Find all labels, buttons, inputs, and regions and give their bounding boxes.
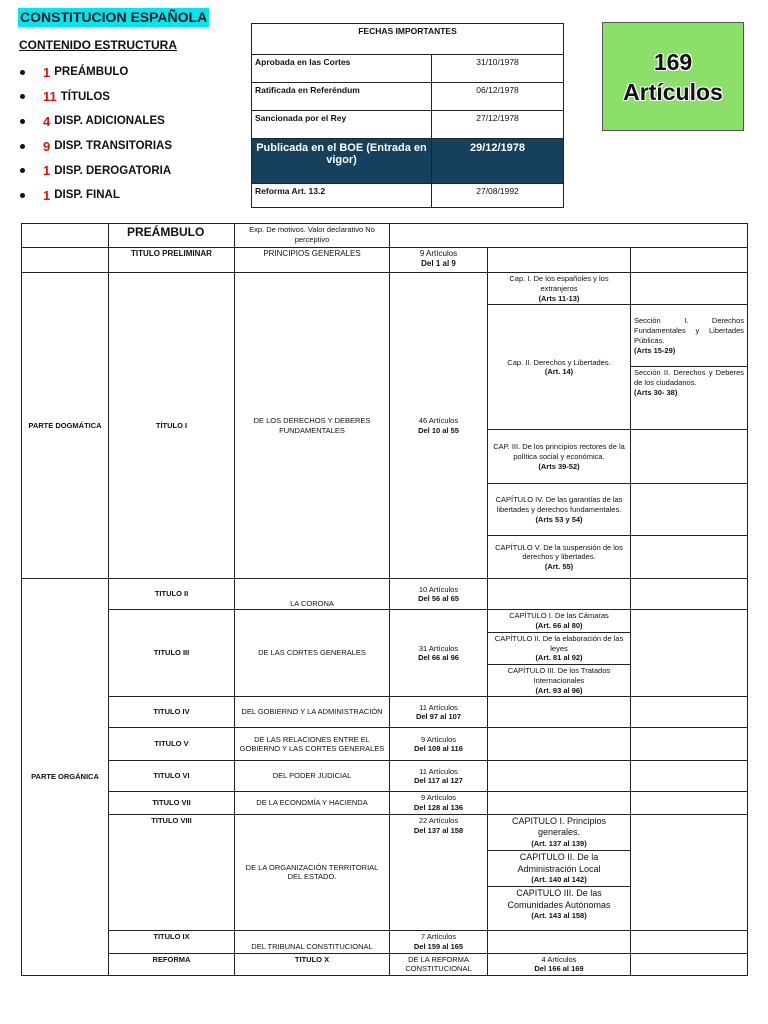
table-row xyxy=(22,761,748,792)
date-value: 27/12/1978 xyxy=(432,111,564,139)
bullet-icon xyxy=(20,193,25,198)
parte-dogmatica-label: PARTE DOGMÁTICA xyxy=(22,273,109,579)
capitulo-cell: CAPÍTULO II. De la elaboración de las leyes (Art. 81 al 92) xyxy=(488,632,631,664)
dates-table xyxy=(251,23,564,208)
articles-count-box xyxy=(602,22,744,131)
date-value: 06/12/1978 xyxy=(432,83,564,111)
titulo-desc: DE LA REFORMA CONSTITUCIONAL xyxy=(390,953,488,976)
titulo-name: TITULO VIII xyxy=(109,814,235,930)
titulo-articles: 9 Artículos Del 108 al 116 xyxy=(390,728,488,761)
seccion-cell: Sección II. Derechos y Deberes de los ciudadanos. (Arts 30- 38) xyxy=(631,367,748,430)
titulo-articles: 9 Artículos Del 128 al 136 xyxy=(390,792,488,815)
titulo-articles: 46 Artículos Del 10 al 55 xyxy=(390,273,488,579)
structure-table xyxy=(21,223,748,976)
bullet-icon xyxy=(20,168,25,173)
table-row xyxy=(22,579,748,610)
item-count: 9 xyxy=(43,138,51,154)
titulo-articles: 11 Artículos Del 117 al 127 xyxy=(390,761,488,792)
table-row xyxy=(22,931,748,954)
table-row xyxy=(252,184,564,208)
date-label: Aprobada en las Cortes xyxy=(252,55,432,83)
date-value: 31/10/1978 xyxy=(432,55,564,83)
capitulo-cell: CAPÍTULO III. De los Tratados Internacionales (Art. 93 al 96) xyxy=(488,665,631,697)
structure-subtitle: CONTENIDO ESTRUCTURA xyxy=(19,38,177,52)
table-row xyxy=(252,55,564,83)
list-item xyxy=(18,134,172,159)
bullet-icon xyxy=(20,119,25,124)
table-row xyxy=(22,224,748,248)
seccion-cell: Sección I. Derechos Fundamentales y Libertades Públicas. (Arts 15-29) xyxy=(631,305,748,367)
capitulo-cell: Cap. II. Derechos y Libertades. (Art. 14) xyxy=(488,305,631,430)
capitulo-cell: CAPÍTULO V. De la suspensión de los derechos y libertades. (Art. 55) xyxy=(488,536,631,579)
titulo-articles: 11 Artículos Del 97 al 107 xyxy=(390,697,488,728)
item-label: DISP. FINAL xyxy=(54,189,120,202)
table-row xyxy=(22,953,748,976)
table-row-highlight xyxy=(252,139,564,184)
bullet-icon xyxy=(20,94,25,99)
date-label: Reforma Art. 13.2 xyxy=(252,184,432,208)
titulo-name: TITULO III xyxy=(109,610,235,697)
titulo-name: TITULO X xyxy=(235,953,390,976)
titulo-articles: 31 Artículos Del 66 al 96 xyxy=(390,610,488,697)
item-count: 1 xyxy=(43,187,51,203)
titulo-name: TITULO II xyxy=(109,579,235,610)
titulo-name: TITULO IX xyxy=(109,931,235,954)
titulo-desc: DE LA ECONOMÍA Y HACIENDA xyxy=(235,792,390,815)
table-row xyxy=(22,273,748,305)
item-count: 1 xyxy=(43,163,51,179)
capitulo-cell: CAPITULO III. De las Comunidades Autónomas (Art. 143 al 158) xyxy=(488,887,631,931)
date-label: Ratificada en Referéndum xyxy=(252,83,432,111)
titulo-articles: 10 Artículos Del 56 al 65 xyxy=(390,579,488,610)
item-label: DISP. TRANSITORIAS xyxy=(54,140,173,153)
titulo-desc: DEL GOBIERNO Y LA ADMINISTRACIÓN xyxy=(235,697,390,728)
titulo-articles: 4 Artículos Del 166 al 169 xyxy=(488,953,631,976)
item-label: TÍTULOS xyxy=(60,90,110,103)
document-title: CONSTITUCION ESPAÑOLA xyxy=(20,9,208,25)
date-value: 27/08/1992 xyxy=(432,184,564,208)
table-row xyxy=(22,728,748,761)
list-item xyxy=(18,85,172,110)
titulo-name: TITULO VII xyxy=(109,792,235,815)
structure-list xyxy=(18,60,172,208)
articles-number: 169 xyxy=(653,48,693,75)
parte-organica-label: PARTE ORGÁNICA xyxy=(22,579,109,976)
list-item xyxy=(18,60,172,85)
titulo-desc: DEL TRIBUNAL CONSTITUCIONAL xyxy=(235,931,390,954)
item-label: DISP. ADICIONALES xyxy=(54,115,165,128)
capitulo-cell: CAPITULO II. De la Administración Local (Art. 140 al 142) xyxy=(488,850,631,886)
table-row xyxy=(22,814,748,850)
date-value: 29/12/1978 xyxy=(432,139,564,184)
titulo-desc: DEL PODER JUDICIAL xyxy=(235,761,390,792)
bullet-icon xyxy=(20,70,25,75)
list-item xyxy=(18,183,172,208)
titulo-name: TITULO VI xyxy=(109,761,235,792)
titulo-name: TÍTULO I xyxy=(109,273,235,579)
bullet-icon xyxy=(20,144,25,149)
reforma-label: REFORMA xyxy=(109,953,235,976)
dates-header: FECHAS IMPORTANTES xyxy=(252,24,564,55)
date-label: Publicada en el BOE (Entrada en vigor) xyxy=(252,139,432,184)
articles-label: Artículos xyxy=(623,78,723,105)
capitulo-cell: CAPITULO I. Principios generales. (Art. 137 al 139) xyxy=(488,814,631,850)
capitulo-cell: CAPÍTULO I. De las Cámaras (Art. 66 al 80) xyxy=(488,610,631,633)
titulo-articles: 9 Artículos Del 1 al 9 xyxy=(390,248,488,273)
table-row xyxy=(22,248,748,273)
titulo-desc: DE LA ORGANIZACIÓN TERRITORIAL DEL ESTADO. xyxy=(235,814,390,930)
table-row xyxy=(252,83,564,111)
preambulo-label: PREÁMBULO xyxy=(109,224,235,248)
capitulo-cell: CAPÍTULO IV. De las garantías de las libertades y derechos fundamentales. (Arts 53 y 54) xyxy=(488,484,631,536)
table-row xyxy=(22,697,748,728)
table-row xyxy=(22,792,748,815)
titulo-name: TITULO PRELIMINAR xyxy=(109,248,235,273)
titulo-articles: 22 Artículos Del 137 al 158 xyxy=(390,814,488,930)
titulo-desc: LA CORONA xyxy=(235,579,390,610)
titulo-name: TITULO V xyxy=(109,728,235,761)
list-item xyxy=(18,109,172,134)
item-label: DISP. DEROGATORIA xyxy=(54,164,172,177)
preambulo-desc: Exp. De motivos. Valor declarativo No perceptivo xyxy=(235,224,390,248)
titulo-desc: DE LAS RELACIONES ENTRE EL GOBIERNO Y LAS CORTES GENERALES xyxy=(235,728,390,761)
list-item xyxy=(18,158,172,183)
table-row xyxy=(252,111,564,139)
table-row xyxy=(22,610,748,633)
titulo-articles: 7 Artículos Del 159 al 165 xyxy=(390,931,488,954)
date-label: Sancionada por el Rey xyxy=(252,111,432,139)
item-count: 4 xyxy=(43,113,51,129)
titulo-desc: DE LOS DERECHOS Y DEBERES FUNDAMENTALES xyxy=(235,273,390,579)
titulo-desc: PRINCIPIOS GENERALES xyxy=(235,248,390,273)
item-count: 11 xyxy=(43,89,57,105)
item-label: PREÁMBULO xyxy=(54,66,129,79)
capitulo-cell: CAP. III. De los principios rectores de la política social y económica. (Arts 39-52) xyxy=(488,430,631,484)
capitulo-cell: Cap. I. De los españoles y los extranjeros (Arts 11-13) xyxy=(488,273,631,305)
titulo-desc: DE LAS CORTES GENERALES xyxy=(235,610,390,697)
titulo-name: TITULO IV xyxy=(109,697,235,728)
item-count: 1 xyxy=(43,64,51,80)
